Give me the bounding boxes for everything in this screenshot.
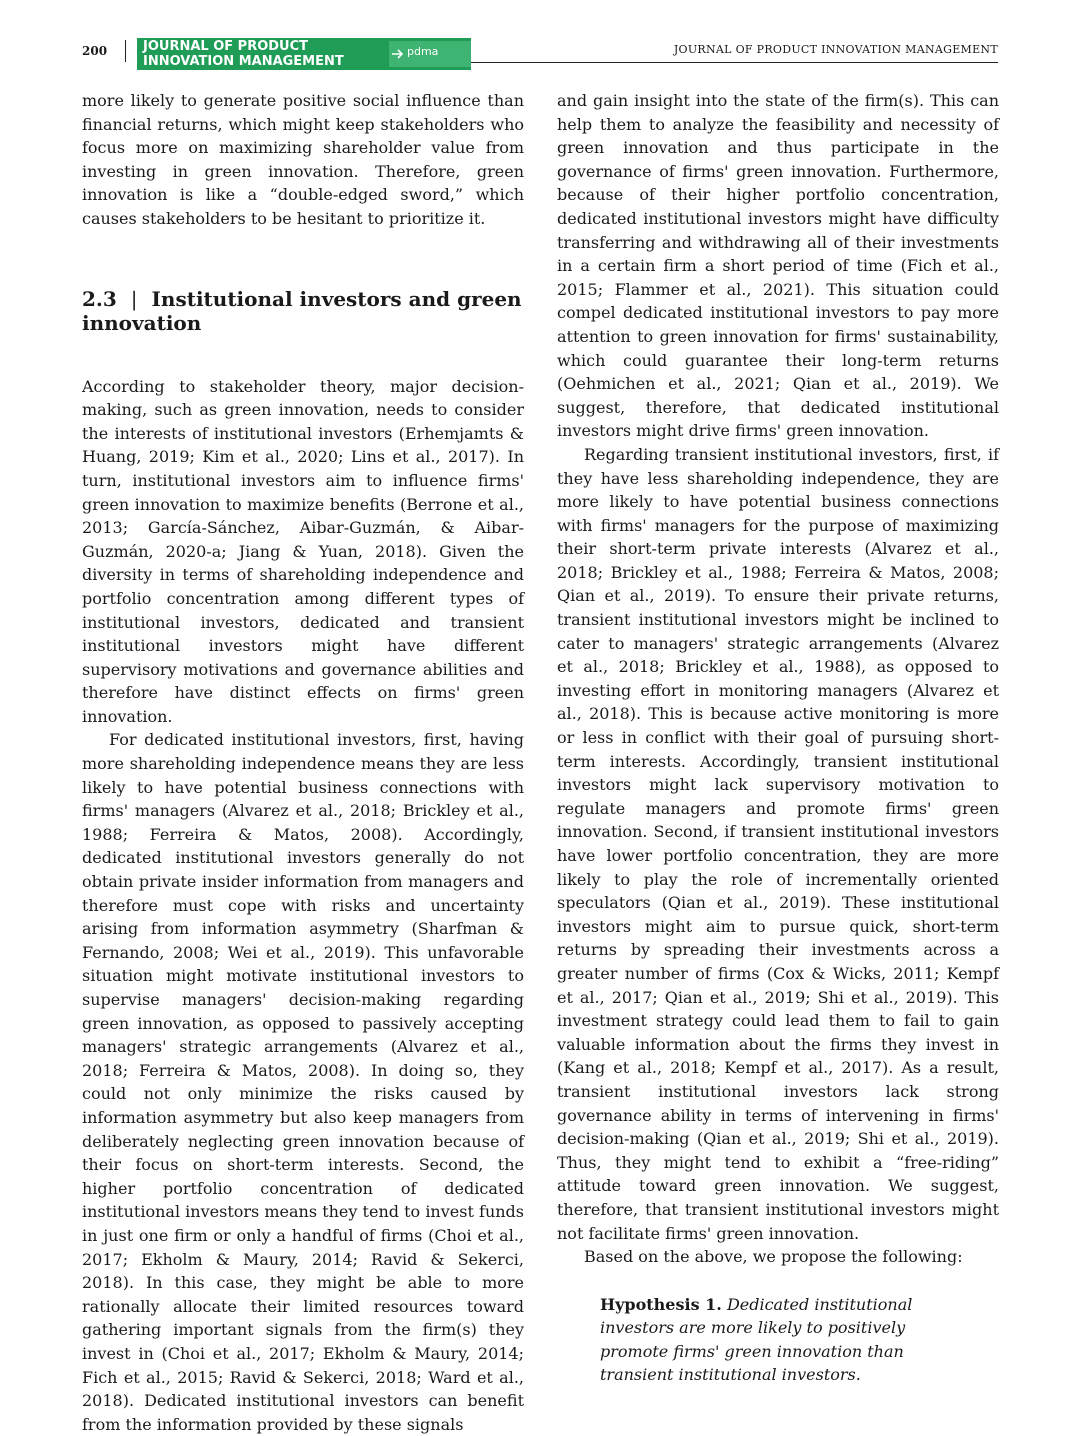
hypothesis-box <box>600 1293 969 1387</box>
page-number: 200 <box>82 44 108 58</box>
pdma-logo-text: pdma <box>407 45 439 58</box>
section-separator: | <box>130 286 138 311</box>
running-title: JOURNAL OF PRODUCT INNOVATION MANAGEMENT <box>673 43 998 56</box>
header-separator <box>125 40 126 62</box>
hypothesis-label: Hypothesis 1. <box>600 1294 722 1314</box>
arrow-icon <box>391 47 405 61</box>
journal-banner <box>137 38 471 70</box>
section-number: 2.3 <box>82 286 117 311</box>
header-rule <box>471 62 998 63</box>
right-column <box>557 89 999 1387</box>
hypothesis-text: Dedicated institutional investors are more likely to positively promote firms' green innovation than transient institutional investors. <box>600 1294 913 1385</box>
pdma-logo <box>389 41 471 67</box>
paragraph: According to stakeholder theory, major decision-making, such as green innovation, needs to consider the interests of institutional investors (Erhemjamts & Huang, 2019; Kim et al., 2020; Lins et al., 2017). In turn, institutional investors aim to influence firms' green innovation to maximize benefits (Berrone et al., 2013; García-Sánchez, Aibar-Guzmán, & Aibar-Guzmán, 2020-a; Jiang & Yuan, 2018). Given the diversity in terms of shareholding independence and portfolio concentration among different types of institutional investors, dedicated and transient institutional investors might have different supervisory motivations and governance abilities and therefore have distinct effects on firms' green innovation. <box>82 376 524 726</box>
section-heading <box>82 287 524 335</box>
left-column <box>82 89 524 1436</box>
section-title: Institutional investors and green innovation <box>82 286 522 335</box>
banner-line-2: INNOVATION MANAGEMENT <box>143 54 344 69</box>
paragraph: For dedicated institutional investors, first, having more shareholding independence means they are less likely to have potential business connections with firms' managers (Alvarez et al., 2018; Brickley et al., 1988; Ferreira & Matos, 2008). Accordingly, dedicated institutional investors generally do not obtain private insider information from managers and therefore must cope with risks and uncertainty arising from information asymmetry (Sharfman & Fernando, 2008; Wei et al., 2019). This unfavorable situation might motivate institutional investors to supervise managers' decision-making regarding green innovation, as opposed to passively accepting managers' strategic arrangements (Alvarez et al., 2018; Ferreira & Matos, 2008). In doing so, they could not only minimize the risks caused by information asymmetry but also keep managers from deliberately neglecting green innovation because of their focus on short-term interests. Second, the higher portfolio concentration of dedicated institutional investors means they tend to invest funds in just one firm or only a handful of firms (Choi et al., 2017; Ekholm & Maury, 2014; Ravid & Sekerci, 2018). In this case, they might be able to more rationally allocate their limited resources toward gathering important signals from the firm(s) they invest in (Choi et al., 2017; Ekholm & Maury, 2014; Fich et al., 2015; Ravid & Sekerci, 2018; Ward et al., 2018). Dedicated institutional investors can benefit from the information provided by these signals <box>82 730 524 1434</box>
paragraph: Based on the above, we propose the following: <box>584 1247 963 1267</box>
paragraph: and gain insight into the state of the firm(s). This can help them to analyze the feasibility and necessity of green innovation and thus participate in the governance of firms' green innovation. Furthermore, because of their higher portfolio concentration, dedicated institutional investors might have difficulty transferring and withdrawing all of their investments in a certain firm a short period of time (Fich et al., 2015; Flammer et al., 2021). This situation could compel dedicated institutional investors to pay more attention to green innovation for firms' sustainability, which could guarantee their long-term returns (Oehmichen et al., 2021; Qian et al., 2019). We suggest, therefore, that dedicated institutional investors might drive firms' green innovation. <box>557 91 999 441</box>
paragraph: Regarding transient institutional investors, first, if they have less shareholding independence, they are more likely to have potential business connections with firms' managers for the purpose of maximizing their short-term private interests (Alvarez et al., 2018; Brickley et al., 1988; Ferreira & Matos, 2008; Qian et al., 2019). To ensure their private returns, transient institutional investors might be inclined to cater to managers' strategic arrangements (Alvarez et al., 2018; Brickley et al., 1988), as opposed to investing effort in monitoring managers (Alvarez et al., 2018). This is because active monitoring is more or less in conflict with their goal of pursuing short-term interests. Accordingly, transient institutional investors might lack supervisory motivation to regulate managers and promote firms' green innovation. Second, if transient institutional investors have lower portfolio concentration, they are more likely to play the role of incrementally oriented speculators (Qian et al., 2019). These institutional investors might aim to pursue quick, short-term returns by spreading their investments across a greater number of firms (Cox & Wicks, 2011; Kempf et al., 2017; Qian et al., 2019; Shi et al., 2019). This investment strategy could lead them to fail to gain valuable information about the firms they invest in (Kang et al., 2018; Kempf et al., 2017). As a result, transient institutional investors lack strong governance ability in terms of intervening in firms' decision-making (Qian et al., 2019; Shi et al., 2019). Thus, they might tend to exhibit a “free-riding” attitude toward green innovation. We suggest, therefore, that transient institutional investors might not facilitate firms' green innovation. <box>557 444 999 1243</box>
page-header <box>82 38 998 69</box>
paragraph: more likely to generate positive social influence than financial returns, which might keep stakeholders who focus more on maximizing shareholder value from investing in green innovation. Therefore, green innovation is like a “double-edged sword,” which causes stakeholders to be hesitant to prioritize it. <box>82 91 524 228</box>
banner-line-1: JOURNAL OF PRODUCT <box>143 39 309 54</box>
